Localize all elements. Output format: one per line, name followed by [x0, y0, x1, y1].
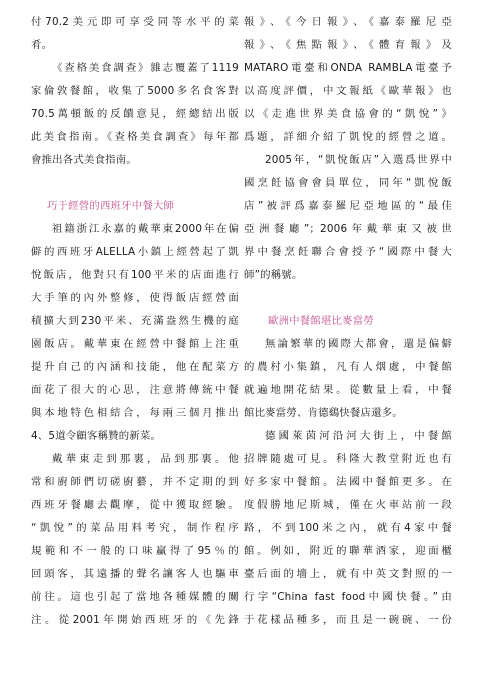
text-line: 戴華東走到那裏，品到那裏。他	[52, 453, 239, 465]
text-line: 于花樣品種多，而且是一碗碗、一份	[244, 614, 452, 626]
paragraph-gap	[31, 172, 239, 195]
paragraph-gap	[244, 287, 452, 310]
text-line: 好多家中餐館。法國中餐館更多。在	[244, 476, 452, 488]
text-line: 無論繁華的國際大都會，還是偏僻	[265, 338, 452, 350]
text-line: 前往。這也引起了當地各種媒體的關	[31, 591, 239, 603]
text-line: 面花了很大的心思，注意將傳統中餐	[31, 384, 239, 396]
text-line: 此美食指南。《查格美食調查》每年都	[31, 131, 239, 143]
text-line: 臺后面的墻上，就有中英文對照的一	[244, 568, 452, 580]
text-line: 會推出各式美食指南。	[31, 154, 137, 166]
text-line: 西班牙餐廳去觀摩，從中獲取經驗。	[31, 499, 239, 511]
text-line: 肴。	[31, 39, 53, 51]
text-line: 招牌隨處可見。科隆大教堂附近也有	[244, 453, 452, 465]
text-line: 注。從2001年開始西班牙的《先鋒	[31, 614, 239, 626]
text-line: 爲題，詳細介紹了凱悅的經營之道。	[244, 131, 452, 143]
text-line: 以《走進世界美食協會的“凱悅”》	[244, 108, 452, 120]
text-line: 報》、《今日報》、《嘉泰羅尼亞	[244, 16, 452, 28]
text-line: 僻的西班牙ALELLA小鎮上經營起了凱	[31, 246, 239, 258]
text-line: 的農村小集鎮，凡有人烟處，中餐館	[244, 361, 452, 373]
text-line: 規範和不一般的口味贏得了95％的	[31, 545, 239, 557]
text-line: 以高度評價，中文報紙《歐華報》也	[244, 85, 452, 97]
text-line: 積擴大到230平米、充滿盎然生機的庭	[31, 315, 239, 327]
text-line: 就遍地開花結果。從數量上看，中餐	[244, 384, 452, 396]
right-column	[244, 11, 452, 632]
text-line: 德國萊茵河沿河大街上，中餐館	[265, 430, 452, 442]
text-line: 4、5道令顧客稱贊的新菜。	[31, 430, 162, 442]
text-line: 報》、《焦點報》、《體育報》及	[244, 39, 452, 51]
text-line: 《查格美食調查》雜志覆蓋了1119	[52, 62, 239, 74]
text-line: 祖籍浙江永嘉的戴華東2000年在偏	[52, 223, 239, 235]
text-line: MATARO電臺和ONDA RAMBLA電臺予	[244, 62, 452, 74]
text-line: 悅飯店，他對只有100平米的店面進行	[31, 269, 239, 281]
text-line: 70.5萬頓飯的反饋意見，經總結出版	[31, 108, 239, 120]
text-line: 館比麥當勞、肯德鷄快餐店還多。	[244, 407, 403, 419]
text-line: 園飯店。戴華東在經營中餐館上注重	[31, 338, 239, 350]
text-line: 店”被評爲嘉泰羅尼亞地區的“最佳	[244, 200, 452, 212]
text-line: 家倫敦餐館，收集了5000多名食客對	[31, 85, 239, 97]
text-line: 常和廚師們切磋廚藝，并不定期的到	[31, 476, 239, 488]
left-column	[31, 11, 239, 632]
section-heading: 歐洲中餐館堪比麥當勞	[268, 315, 374, 327]
text-line: 2005年，“凱悅飯店”入選爲世界中	[265, 154, 452, 166]
text-line: “凱悅”的菜品用料考究，制作程序	[31, 522, 239, 534]
text-line: 度假勝地尼斯城，僅在火車站前一段	[244, 499, 452, 511]
text-line: 路，不到100米之內，就有4家中餐	[244, 522, 452, 534]
text-line: 與本地特色相結合，每兩三個月推出	[31, 407, 239, 419]
text-line: 提升自己的內涵和技能，他在配菜方	[31, 361, 239, 373]
text-line: 行字“China fast food中國快餐。”由	[244, 591, 452, 603]
text-line: 國烹飪協會會員單位，同年“凱悅飯	[244, 177, 452, 189]
text-line: 付70.2美元即可享受同等水平的菜	[31, 16, 239, 28]
text-line: 師”的稱號。	[244, 269, 303, 281]
text-line: 館。例如，附近的聯華酒家，迎面櫃	[244, 545, 452, 557]
text-line: 界中餐烹飪聯合會授予“國際中餐大	[244, 246, 452, 258]
text-line: 亞洲餐廳”；2006年戴華東又被世	[244, 223, 452, 235]
text-line: 回頭客，其遠播的聲名讓客人也驅車	[31, 568, 239, 580]
text-line: 大手筆的內外整修，使得飯店經營面	[31, 292, 239, 304]
section-heading: 巧于經營的西班牙中餐大師	[47, 200, 175, 212]
